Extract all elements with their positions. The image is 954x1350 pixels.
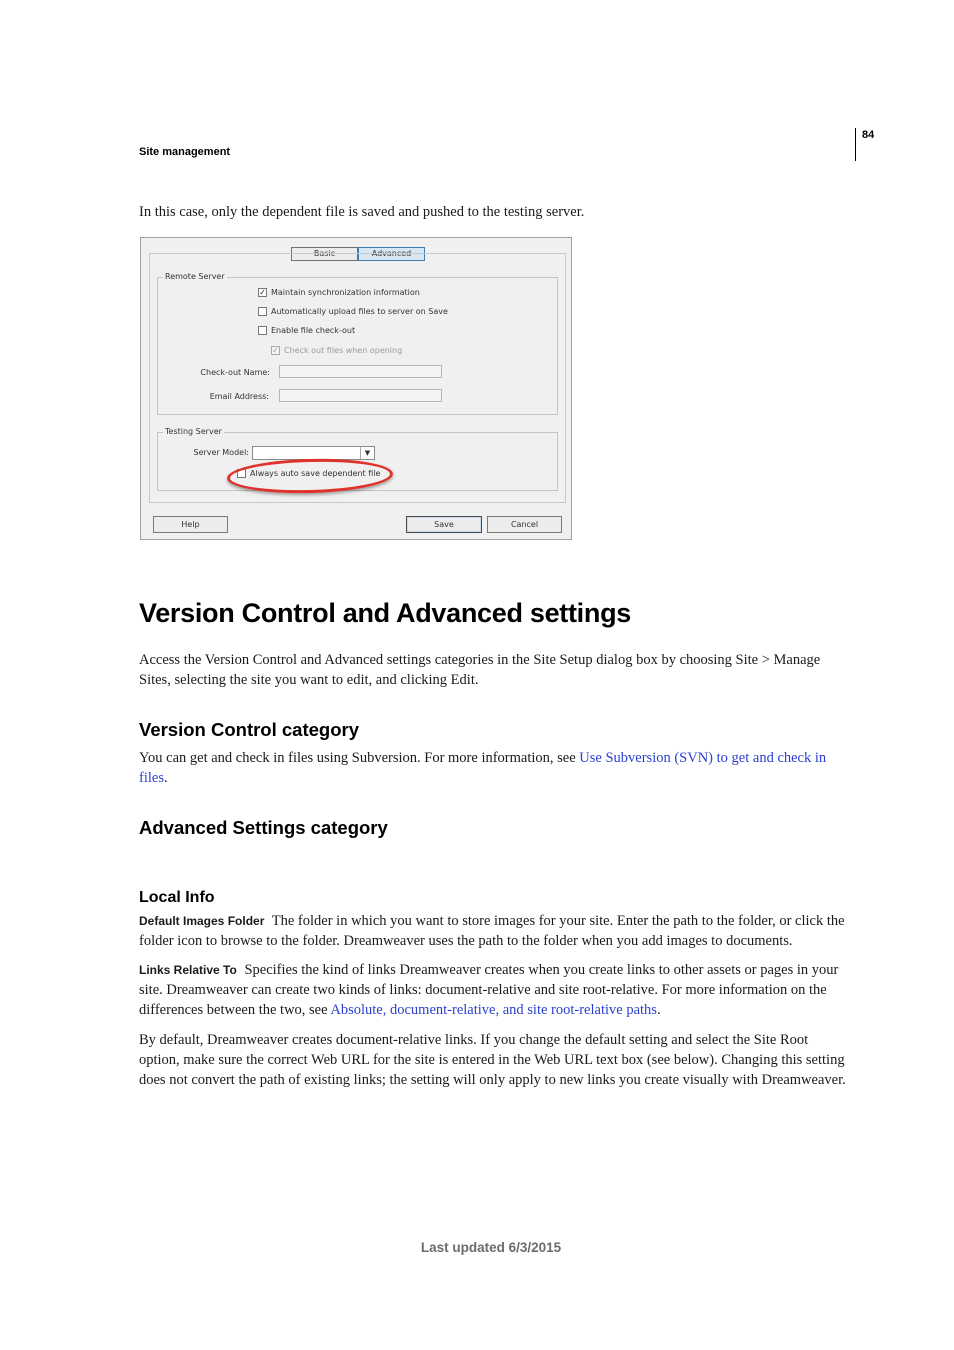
intro-paragraph: In this case, only the dependent file is saved and pushed to the testing server.	[139, 204, 585, 220]
svn-link[interactable]: Use Subversion (SVN) to get and check in files	[139, 750, 827, 786]
advanced-settings-heading: Advanced Settings category	[139, 817, 388, 838]
checkout-name-label: Check-out Name:	[200, 368, 270, 377]
default-links-paragraph: By default, Dreamweaver creates document-relative links. If you change the default setting and select the Site Root option, make sure the correct Web URL for the site is entered in the Web URL text box (see below). Changing this setting does not convert the path of existing links; the setting will only apply to new links you create visually with Dreamweaver.	[139, 1032, 846, 1088]
version-control-heading: Version Control category	[139, 719, 359, 740]
auto-upload-option[interactable]	[258, 307, 448, 316]
tab-basic[interactable]: Basic	[291, 247, 358, 261]
default-images-text: The folder in which you want to store images for your site. Enter the path to the folder, or click the folder icon to browse to the folder. Dreamweaver uses the path to the folder when you add images to documents.	[139, 913, 845, 949]
checkout-name-input[interactable]	[279, 365, 442, 378]
remote-server-legend: Remote Server	[165, 272, 225, 281]
checkout-when-opening-checkbox[interactable]: ✓	[272, 345, 279, 355]
links-relative-text: Specifies the kind of links Dreamweaver creates when you create links to other assets or pages in your site. Dreamweaver can create two kinds of links: document-relative and site root-relative. For more information on the differences between the two, see	[139, 962, 839, 1018]
auto-save-dependent-label: Always auto save dependent file	[250, 469, 381, 478]
access-paragraph: Access the Version Control and Advanced settings categories in the Site Setup dialog box by choosing Site > Manage Sites, selecting the site you want to edit, and clicking Edit.	[139, 652, 821, 688]
cancel-button[interactable]: Cancel	[487, 516, 562, 533]
chevron-down-icon: ▼	[360, 447, 374, 459]
links-relative-term: Links Relative To	[139, 963, 237, 977]
testing-server-legend: Testing Server	[165, 427, 222, 436]
server-model-select[interactable]	[252, 446, 375, 460]
version-control-paragraph	[139, 748, 851, 788]
links-relative-end: .	[656, 1002, 661, 1018]
email-address-input[interactable]	[279, 389, 442, 402]
checkout-when-opening-label: Check out files when opening	[284, 346, 403, 355]
tab-advanced[interactable]: Advanced	[358, 247, 425, 261]
section-heading: Version Control and Advanced settings	[139, 598, 631, 628]
maintain-sync-checkbox[interactable]: ✓	[259, 287, 266, 297]
page-number: 84	[862, 129, 875, 141]
default-images-paragraph	[139, 911, 851, 951]
site-setup-dialog-screenshot	[140, 237, 572, 540]
server-model-label: Server Model:	[193, 448, 249, 457]
auto-upload-label: Automatically upload files to server on Save	[271, 307, 448, 316]
running-header: Site management	[139, 146, 231, 158]
enable-checkout-option[interactable]	[258, 326, 355, 335]
enable-checkout-checkbox[interactable]	[258, 326, 267, 335]
version-control-end: .	[163, 770, 168, 786]
maintain-sync-option[interactable]	[258, 288, 420, 297]
default-images-term: Default Images Folder	[139, 914, 265, 928]
checkout-when-opening-option[interactable]	[271, 346, 402, 355]
email-address-label: Email Address:	[209, 392, 269, 401]
help-button[interactable]: Help	[153, 516, 228, 533]
enable-checkout-label: Enable file check-out	[271, 326, 356, 335]
maintain-sync-label: Maintain synchronization information	[271, 288, 420, 297]
auto-upload-checkbox[interactable]	[258, 307, 267, 316]
local-info-heading: Local Info	[139, 889, 215, 906]
header-rule	[855, 128, 856, 161]
paths-link[interactable]: Absolute, document-relative, and site root-relative paths	[330, 1002, 657, 1018]
links-relative-paragraph	[139, 960, 851, 1020]
version-control-text: You can get and check in files using Subversion. For more information, see	[139, 750, 580, 766]
save-button[interactable]: Save	[406, 516, 482, 533]
footer-last-updated: Last updated 6/3/2015	[420, 1240, 562, 1255]
